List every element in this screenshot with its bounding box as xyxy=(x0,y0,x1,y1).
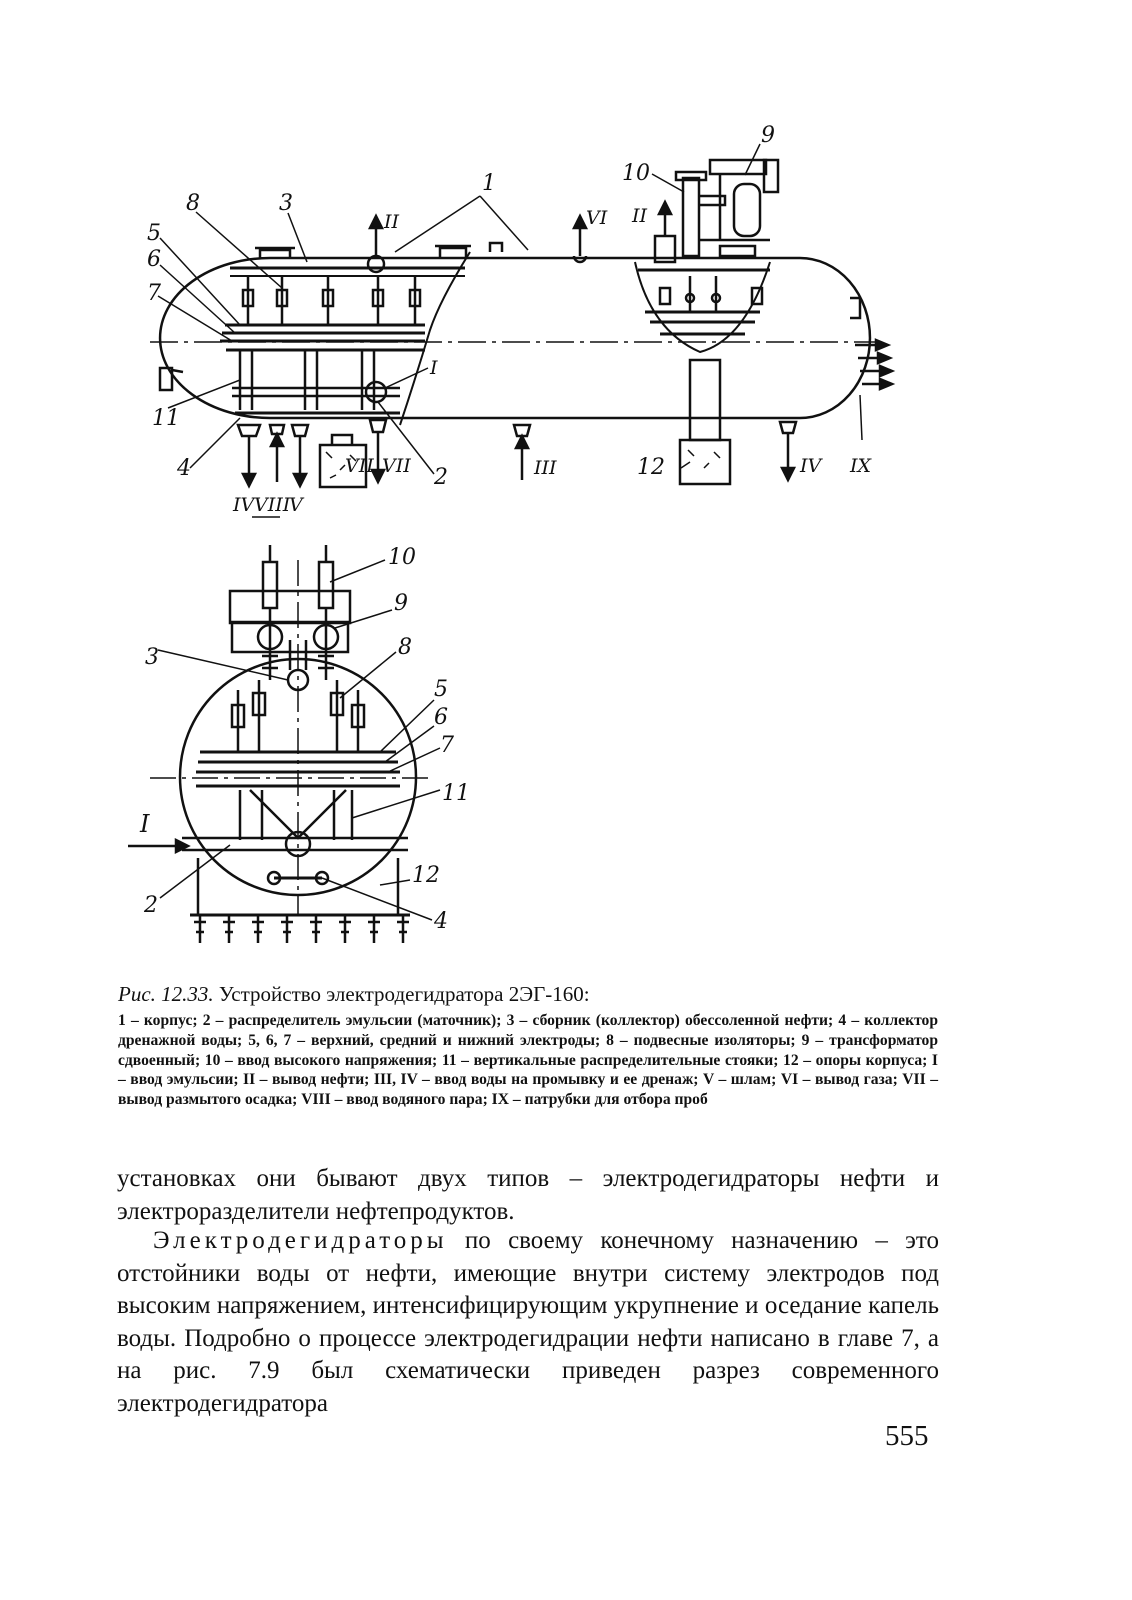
spaced-term: Электродегидраторы xyxy=(153,1227,448,1254)
label-11: 11 xyxy=(152,406,180,431)
foundation-piles xyxy=(194,915,409,943)
caption-prefix: Рис. xyxy=(118,982,156,1006)
figure-legend: 1 – корпус; 2 – распределитель эмульсии (маточник); 3 – сборник (коллектор) обессоленной нефти; 4 – коллектор дренажной воды; 5, 6, 7 – верхний, средний и нижний электроды; 8 – подвесные изоляторы; 9 – трансформатор сдвоенный; 10 – ввод высокого напряжения; 11 – вертикальные распределительные стояки; 12 – опоры корпуса; I – ввод эмульсии; II – вывод нефти; III, IV – ввод воды на промывку и ее дренаж; V – шлам; VI – вывод газа; VII – вывод размытого осадка; VIII – ввод водяного пара; IX – патрубки для отбора проб xyxy=(118,1012,938,1109)
label-roman-II-right: II xyxy=(632,205,648,227)
label-roman-III: III xyxy=(534,457,557,479)
vessel-cross-section xyxy=(150,560,432,915)
insulators-top-view xyxy=(243,276,420,325)
section-label-10: 10 xyxy=(388,545,416,570)
label-roman-IX: IX xyxy=(850,455,872,477)
electrodes-top-view xyxy=(220,325,425,350)
section-label-12: 12 xyxy=(412,863,440,888)
label-4: 4 xyxy=(177,456,191,481)
label-2: 2 xyxy=(434,465,448,490)
figure-caption xyxy=(118,982,938,1007)
label-roman-I: I xyxy=(430,357,438,379)
section-label-8: 8 xyxy=(398,635,412,660)
section-label-3: 3 xyxy=(145,645,159,670)
section-label-roman-I: I xyxy=(140,810,150,838)
label-12: 12 xyxy=(637,455,665,480)
body-paragraph-2 xyxy=(117,1225,939,1420)
label-roman-VI: VI xyxy=(586,207,608,229)
label-1: 1 xyxy=(482,171,496,196)
label-10: 10 xyxy=(622,161,650,186)
section-label-5: 5 xyxy=(434,677,448,702)
label-6: 6 xyxy=(147,247,161,272)
label-roman-IV-right: IV xyxy=(800,455,822,477)
section-label-2: 2 xyxy=(144,893,158,918)
page-number: 555 xyxy=(885,1420,929,1452)
caption-title: Устройство электродегидратора 2ЭГ-160: xyxy=(218,982,590,1006)
label-3: 3 xyxy=(279,191,293,216)
label-8: 8 xyxy=(186,191,200,216)
label-7: 7 xyxy=(147,281,161,306)
vessel-body xyxy=(150,258,878,418)
section-label-4: 4 xyxy=(434,909,448,934)
label-roman-IV-left: IV xyxy=(233,494,255,516)
body-paragraph-1: установках они бывают двух типов – электродегидраторы нефти и электроразделители нефтепродуктов. xyxy=(117,1165,939,1225)
section-label-11: 11 xyxy=(442,781,470,806)
section-label-9: 9 xyxy=(394,591,408,616)
caption-number: 12.33. xyxy=(161,982,214,1006)
section-label-6: 6 xyxy=(434,705,448,730)
leader-lines-top xyxy=(158,144,862,474)
section-label-7: 7 xyxy=(440,733,454,758)
label-roman-VII-left: VII xyxy=(382,455,411,477)
transformer-top-view xyxy=(655,160,778,262)
label-roman-VII-right: VII xyxy=(345,455,374,477)
label-roman-II-left: II xyxy=(384,211,400,233)
label-roman-V: V xyxy=(289,494,303,516)
label-9: 9 xyxy=(761,123,775,148)
body-paragraph-2-rest: по своему конечному назначению – это отстойники воды от нефти, имеющие внутри систему электродов под высоким напряжением, интенсифицирующим укрупнение и оседание капель воды. Подробно о процессе электродегидрации нефти написано в главе 7, а на рис. 7.9 был схематически приведен разрез современного электродегидратора xyxy=(117,1227,939,1417)
bottom-nozzles xyxy=(238,420,796,486)
label-roman-VIII: VIII xyxy=(254,494,291,516)
label-5: 5 xyxy=(147,221,161,246)
